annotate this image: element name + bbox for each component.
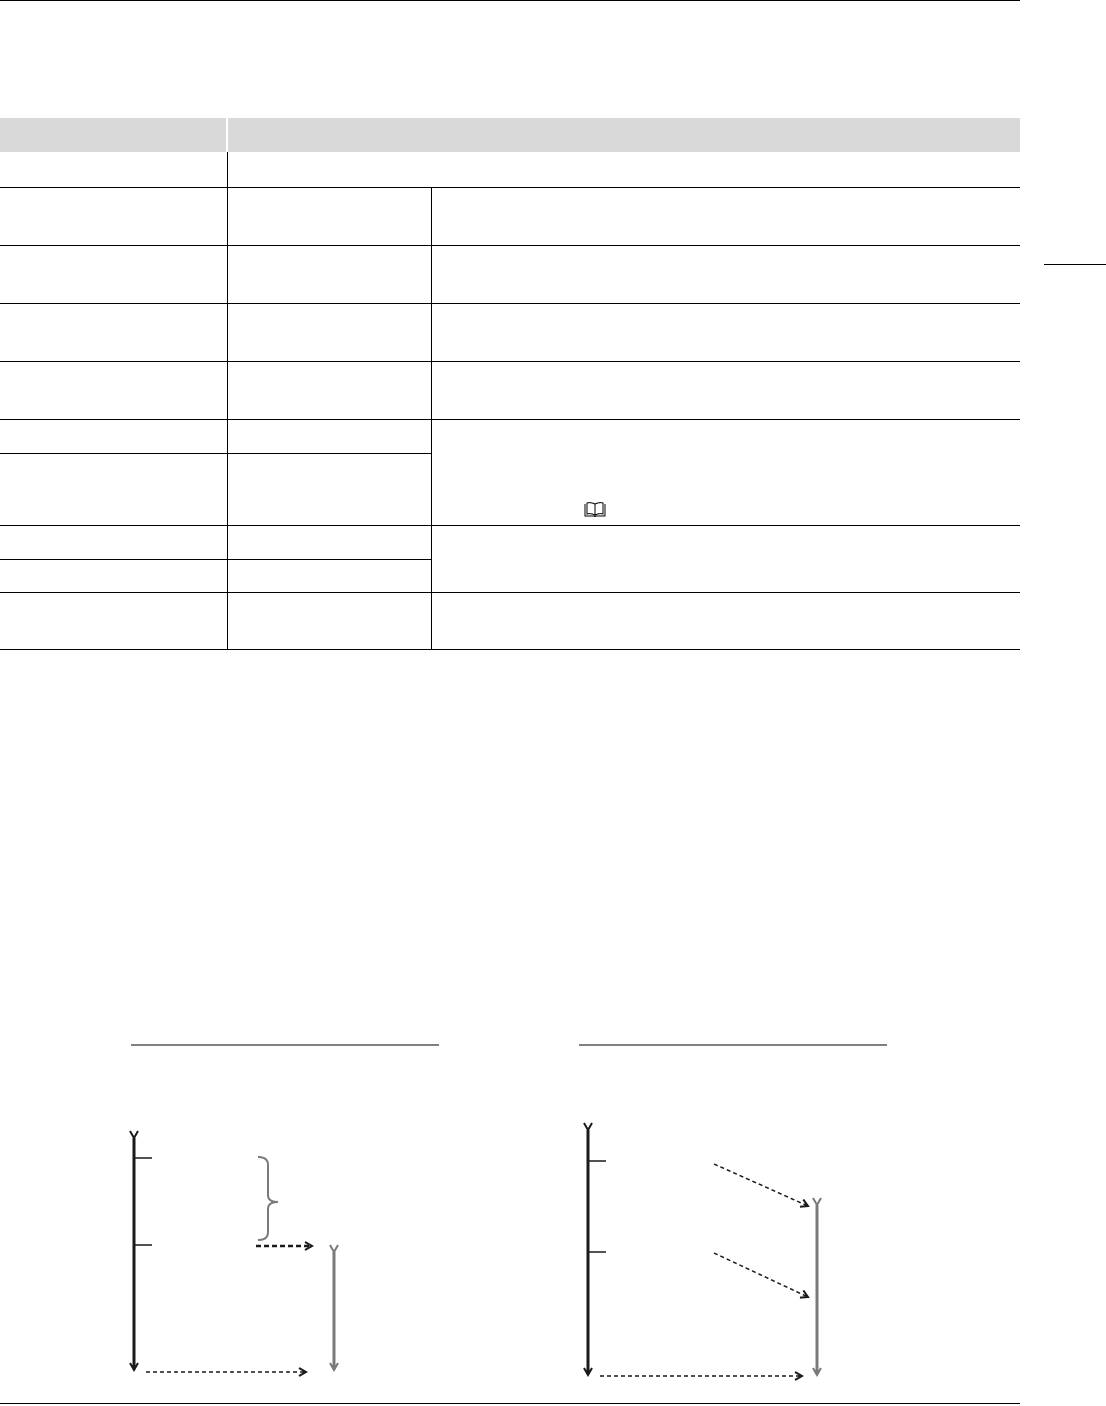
footer-rule	[0, 1403, 1020, 1404]
table-cell	[0, 559, 227, 592]
table-cell	[227, 592, 431, 649]
table-cell	[0, 361, 227, 419]
table-row	[0, 187, 1020, 245]
table-row	[0, 592, 1020, 649]
table-row	[0, 303, 1020, 361]
table-cell	[0, 525, 227, 559]
table-row	[0, 361, 1020, 419]
table-row	[0, 245, 1020, 303]
table-cell	[227, 453, 431, 525]
table-cell	[227, 361, 431, 419]
table-cell	[227, 152, 1020, 187]
table-header-cell	[0, 118, 227, 152]
table-header-row	[0, 118, 1020, 152]
table-cell	[431, 303, 1020, 361]
table-cell	[227, 303, 431, 361]
table-row	[0, 419, 1020, 453]
table-cell	[0, 453, 227, 525]
right-dashed-arrow-middle	[714, 1253, 808, 1297]
table-cell	[227, 187, 431, 245]
table-cell	[431, 525, 1020, 592]
left-diagram	[0, 1030, 520, 1390]
spec-table	[0, 118, 1020, 650]
left-range-brace	[258, 1157, 278, 1240]
table-cell	[0, 303, 227, 361]
table-cell	[431, 592, 1020, 649]
table-cell	[431, 245, 1020, 303]
table-cell	[0, 245, 227, 303]
book-icon	[584, 502, 606, 521]
table-cell	[0, 419, 227, 453]
table-header-cell	[227, 118, 1020, 152]
table-row	[0, 525, 1020, 559]
right-diagram	[540, 1030, 1020, 1390]
table-row	[0, 152, 1020, 187]
table-cell	[227, 525, 431, 559]
table-cell	[227, 559, 431, 592]
table-cell	[431, 187, 1020, 245]
table-cell	[431, 419, 1020, 525]
header-rule	[0, 0, 1020, 1]
table-cell	[431, 361, 1020, 419]
right-dashed-arrow-upper	[714, 1164, 808, 1206]
side-tab-marker	[1044, 264, 1106, 265]
table-cell	[0, 592, 227, 649]
table-cell	[227, 419, 431, 453]
table-cell	[227, 245, 431, 303]
table-cell	[0, 152, 227, 187]
table-cell	[0, 187, 227, 245]
